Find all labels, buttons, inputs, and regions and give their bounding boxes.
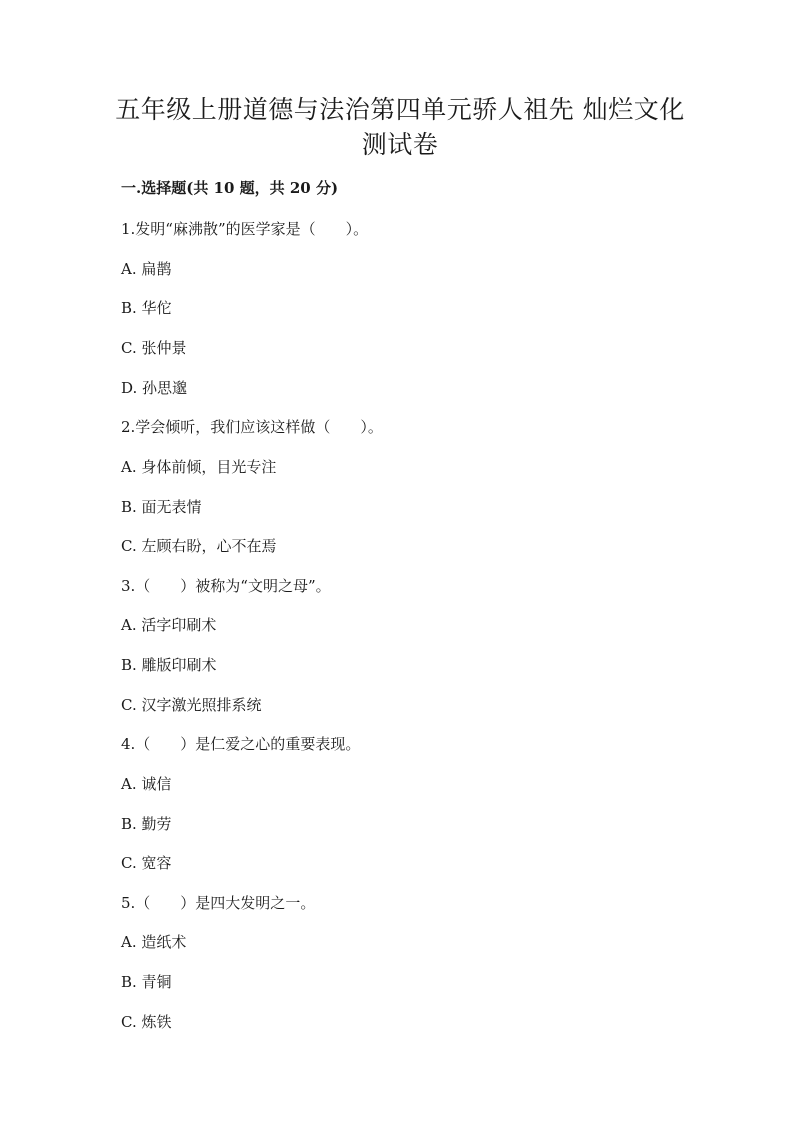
question-1-option-a: A. 扁鹊 [121, 260, 172, 278]
question-1-option-c: C. 张仲景 [121, 339, 187, 357]
section-heading: 一.选择题(共 10 题，共 20 分) [121, 179, 339, 197]
question-2-stem: 2.学会倾听，我们应该这样做（ ）。 [121, 418, 383, 436]
question-2-option-a: A. 身体前倾，目光专注 [121, 458, 277, 476]
question-1-option-b: B. 华佗 [121, 299, 172, 317]
question-4-option-b: B. 勤劳 [121, 815, 172, 833]
question-4-stem: 4.（ ）是仁爱之心的重要表现。 [121, 735, 361, 753]
question-5-option-b: B. 青铜 [121, 973, 172, 991]
question-5-option-c: C. 炼铁 [121, 1013, 172, 1031]
exam-title [100, 92, 700, 162]
question-4-option-a: A. 诚信 [121, 775, 172, 793]
question-5-option-a: A. 造纸术 [121, 933, 187, 951]
question-3-stem: 3.（ ）被称为“文明之母”。 [121, 577, 331, 595]
question-5-stem: 5.（ ）是四大发明之一。 [121, 894, 316, 912]
question-3-option-c: C. 汉字激光照排系统 [121, 696, 262, 714]
question-3-option-b: B. 雕版印刷术 [121, 656, 217, 674]
exam-title-line-2: 测试卷 [361, 130, 439, 159]
question-1-stem: 1.发明“麻沸散”的医学家是（ ）。 [121, 220, 369, 238]
question-2-option-b: B. 面无表情 [121, 498, 202, 516]
question-2-option-c: C. 左顾右盼，心不在焉 [121, 537, 277, 555]
exam-title-line-1: 五年级上册道德与法治第四单元骄人祖先 灿烂文化 [115, 95, 685, 124]
question-4-option-c: C. 宽容 [121, 854, 172, 872]
question-1-option-d: D. 孙思邈 [121, 379, 188, 397]
question-3-option-a: A. 活字印刷术 [121, 616, 217, 634]
